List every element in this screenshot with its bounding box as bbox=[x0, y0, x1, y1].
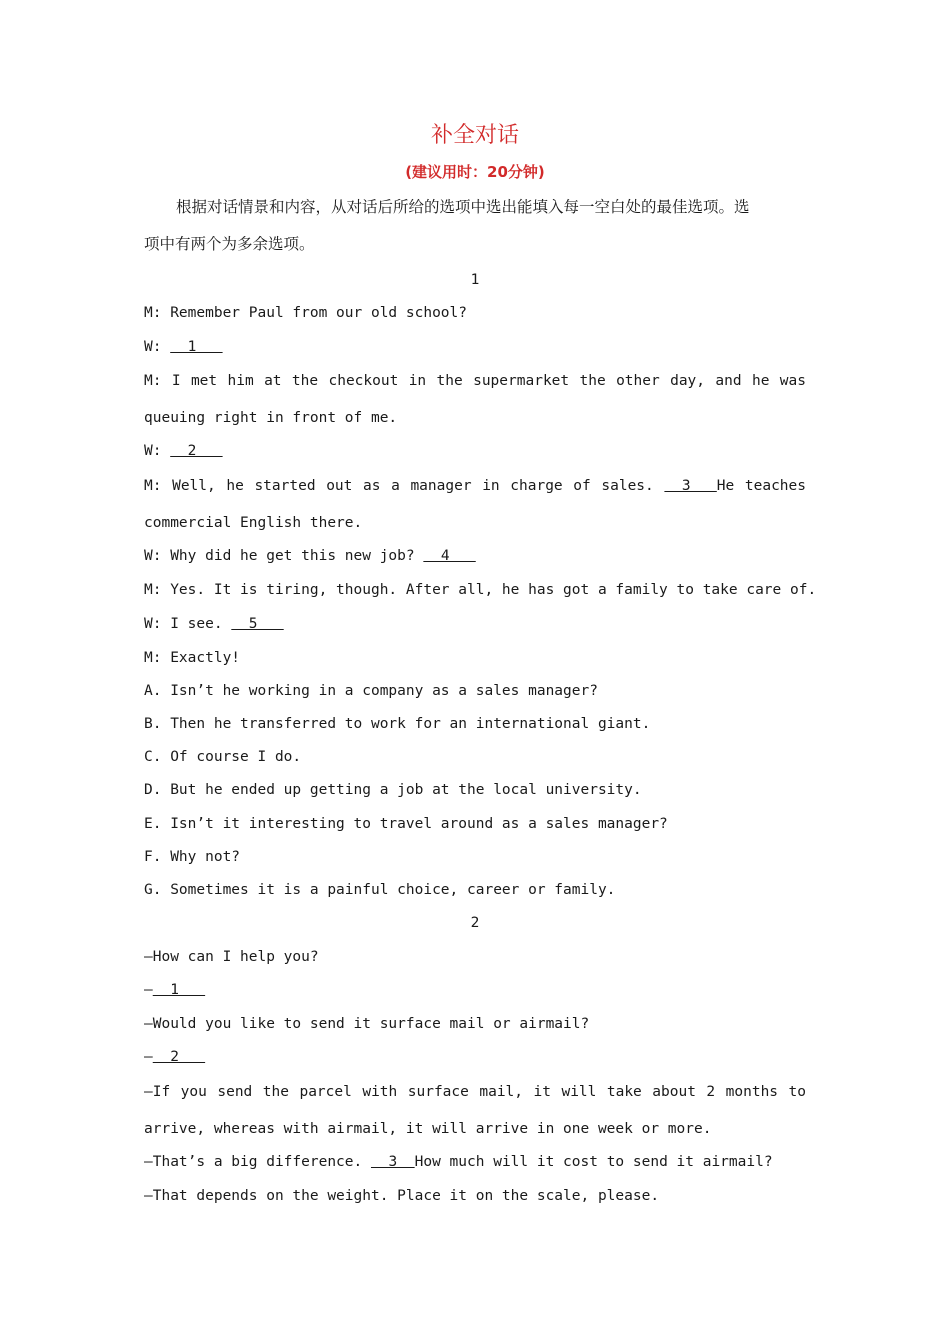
option-d: D. But he ended up getting a job at the local university. bbox=[144, 782, 642, 798]
dialogue-1-line: M: I met him at the checkout in the supermarket the other day, and he was bbox=[144, 373, 806, 389]
answer-blank-4[interactable]: 4 bbox=[423, 548, 476, 564]
answer-blank-3[interactable]: 3 bbox=[370, 1154, 415, 1170]
option-a: A. Isn’t he working in a company as a sales manager? bbox=[144, 683, 598, 699]
dialogue-2-line: arrive, whereas with airmail, it will arrive in one week or more. bbox=[144, 1121, 712, 1137]
dialogue-1-line bbox=[144, 338, 806, 356]
dialogue-2-line bbox=[144, 1048, 806, 1066]
option-e: E. Isn’t it interesting to travel around as a sales manager? bbox=[144, 816, 668, 832]
answer-blank-5[interactable]: 5 bbox=[231, 616, 284, 632]
speaker-label: W: bbox=[144, 443, 162, 459]
option-b: B. Then he transferred to work for an international giant. bbox=[144, 716, 651, 732]
option-c: C. Of course I do. bbox=[144, 749, 302, 765]
dialogue-1-line: commercial English there. bbox=[144, 515, 363, 531]
answer-blank-2[interactable]: 2 bbox=[152, 1049, 206, 1065]
dialogue-text: He teaches bbox=[716, 478, 806, 494]
dialogue-text: How much will it cost to send it airmail? bbox=[414, 1154, 773, 1170]
dash-marker: — bbox=[144, 1049, 153, 1065]
dialogue-1-line bbox=[144, 547, 806, 565]
option-g: G. Sometimes it is a painful choice, career or family. bbox=[144, 882, 616, 898]
dialogue-text: M: Well, he started out as a manager in charge of sales. bbox=[144, 478, 654, 494]
dialogue-1-line bbox=[144, 615, 806, 633]
answer-blank-3[interactable]: 3 bbox=[664, 478, 717, 494]
dialogue-2-line bbox=[144, 981, 806, 999]
instructions-line-2: 项中有两个为多余选项。 bbox=[144, 235, 315, 253]
dialogue-text: —That’s a big difference. bbox=[144, 1154, 363, 1170]
dialogue-2-line: —Would you like to send it surface mail or airmail? bbox=[144, 1016, 590, 1032]
answer-blank-1[interactable]: 1 bbox=[152, 982, 206, 998]
dialogue-2-line: —If you send the parcel with surface mail, it will take about 2 months to bbox=[144, 1084, 806, 1100]
dialogue-1-number: 1 bbox=[470, 272, 480, 288]
answer-blank-2[interactable]: 2 bbox=[170, 443, 223, 459]
page-title: 补全对话 bbox=[430, 123, 519, 148]
answer-blank-1[interactable]: 1 bbox=[170, 339, 223, 355]
dialogue-text: W: I see. bbox=[144, 616, 223, 632]
dialogue-1-line: queuing right in front of me. bbox=[144, 410, 398, 426]
dialogue-2-line: —That depends on the weight. Place it on the scale, please. bbox=[144, 1188, 660, 1204]
dialogue-2-line: —How can I help you? bbox=[144, 949, 319, 965]
option-f: F. Why not? bbox=[144, 849, 241, 865]
dash-marker: — bbox=[144, 982, 153, 998]
dialogue-1-line bbox=[144, 442, 806, 460]
speaker-label: W: bbox=[144, 339, 162, 355]
dialogue-text: W: Why did he get this new job? bbox=[144, 548, 415, 564]
dialogue-2-number: 2 bbox=[470, 915, 480, 931]
dialogue-1-line bbox=[144, 477, 806, 495]
dialogue-1-line: M: Exactly! bbox=[144, 650, 241, 666]
dialogue-1-line: M: Yes. It is tiring, though. After all, he has got a family to take care of. bbox=[144, 582, 817, 598]
time-suggestion: (建议用时：20分钟) bbox=[405, 163, 545, 181]
dialogue-1-line: M: Remember Paul from our old school? bbox=[144, 305, 468, 321]
instructions-line-1: 根据对话情景和内容，从对话后所给的选项中选出能填入每一空白处的最佳选项。选 bbox=[176, 198, 750, 216]
dialogue-2-line bbox=[144, 1153, 806, 1171]
